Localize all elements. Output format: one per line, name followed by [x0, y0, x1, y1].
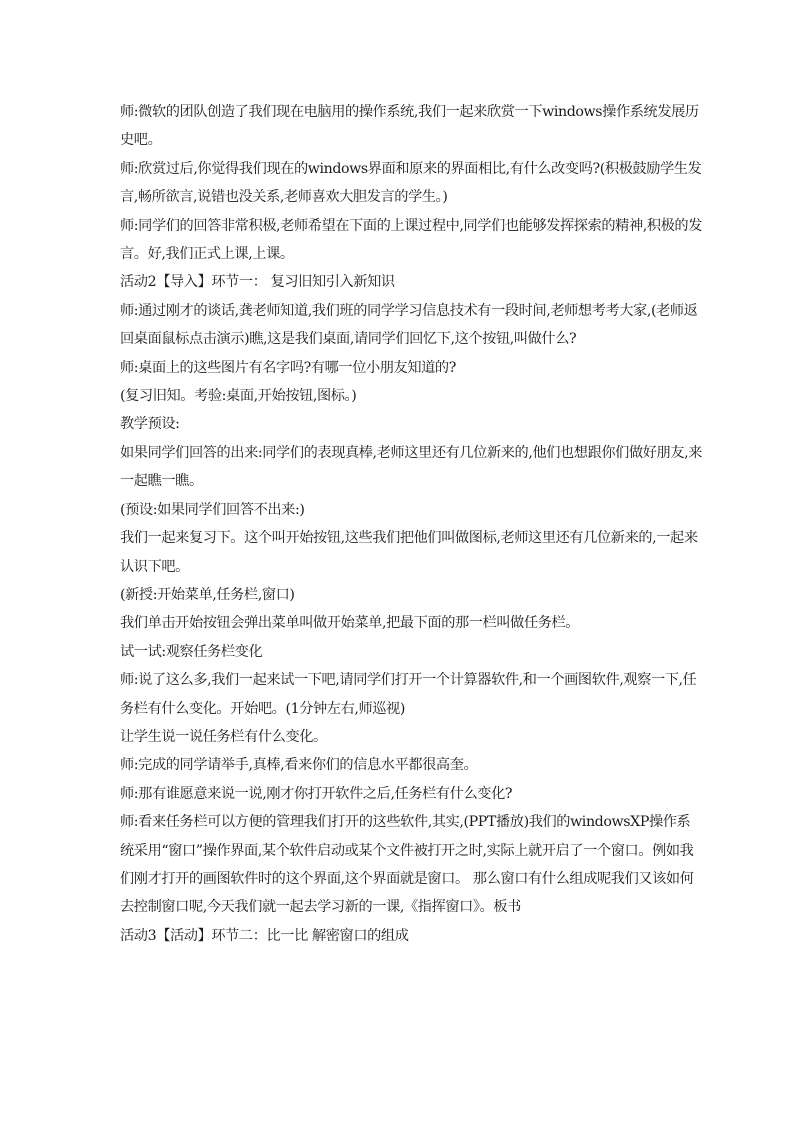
paragraph-17: 师:完成的同学请举手,真棒,看来你们的信息水平都很高奎。 — [120, 757, 478, 774]
activity-3-heading: 活动3【活动】环节二：比一比 解密窗口的组成 — [120, 927, 409, 944]
activity-2-heading: 活动2【导入】环节一： 复习旧知引入新知识 — [120, 274, 395, 291]
paragraph-2: 师:欣赏过后,你觉得我们现在的windows界面和原来的界面相比,有什么改变吗?(积极鼓励学生发言,畅所欲言,说错也没关系,老师喜欢大胆发言的学生。) — [120, 160, 702, 206]
paragraph-19: 师:看来任务栏可以方便的管理我们打开的这些软件,其实,(PPT播放)我们的windowsXP操作系统采用“窗口”操作界面,某个软件启动或某个文件被打开之时,实际上就开启了一个窗口。例如我们刚才打开的画图软件时的这个界面,这个界面就是窗口。 那么窗口有什么组成呢我们又该如何去控制窗口呢,今天我们就一起去学习新的一课,《指挥窗口》。板书 — [120, 814, 694, 916]
document-body — [120, 98, 704, 950]
paragraph-3: 师:同学们的回答非常积极,老师希望在下面的上课过程中,同学们也能够发挥探索的精神,积极的发言。好,我们正式上课,上课。 — [120, 217, 703, 263]
paragraph-15: 师:说了这么多,我们一起来试一下吧,请同学们打开一个计算器软件,和一个画图软件,观察一下,任务栏有什么变化。开始吧。(1分钟左右,师巡视) — [120, 672, 697, 717]
paragraph-1: 师:微软的团队创造了我们现在电脑用的操作系统,我们一起来欣赏一下windows操作系统发展历史吧。 — [120, 104, 699, 149]
paragraph-10: (预设:如果同学们回答不出来:) — [120, 501, 305, 518]
paragraph-13: 我们单击开始按钮会弹出菜单叫做开始菜单,把最下面的那一栏叫做任务栏。 — [120, 615, 580, 632]
paragraph-7: (复习旧知。考验:桌面,开始按钮,图标。) — [120, 388, 357, 405]
try-it-label: 试一试:观察任务栏变化 — [120, 643, 263, 660]
paragraph-9: 如果同学们回答的出来:同学们的表现真棒,老师这里还有几位新来的,他们也想跟你们做好朋友,来一起瞧一瞧。 — [120, 444, 703, 490]
paragraph-6: 师:桌面上的这些图片有名字吗?有哪一位小朋友知道的? — [120, 359, 456, 376]
paragraph-18: 师:那有谁愿意来说一说,刚才你打开软件之后,任务栏有什么变化? — [120, 785, 513, 802]
paragraph-12: (新授:开始菜单,任务栏,窗口) — [120, 586, 295, 603]
paragraph-11: 我们一起来复习下。这个叫开始按钮,这些我们把他们叫做图标,老师这里还有几位新来的,一起来认识下吧。 — [120, 530, 698, 575]
paragraph-5: 师:通过刚才的谈话,龚老师知道,我们班的同学学习信息技术有一段时间,老师想考考大家,(老师返回桌面鼠标点击演示)瞧,这是我们桌面,请同学们回忆下,这个按钮,叫做什么? — [120, 302, 698, 348]
teaching-preset-label: 教学预设: — [120, 416, 180, 433]
paragraph-16: 让学生说一说任务栏有什么变化。 — [120, 728, 327, 745]
